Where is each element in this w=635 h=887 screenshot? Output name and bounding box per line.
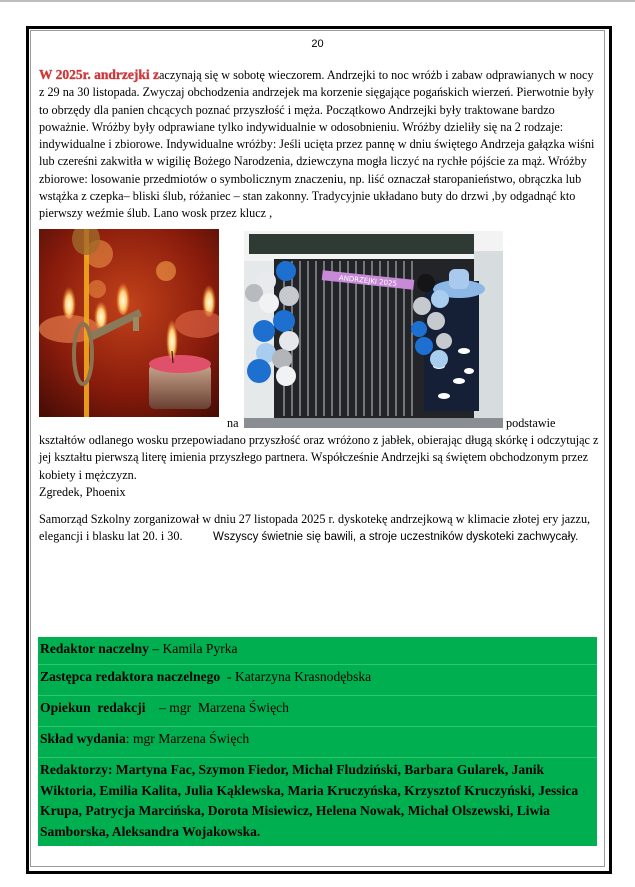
candles-key-photo xyxy=(39,229,219,417)
credit-row-layout xyxy=(38,727,597,758)
disco-paragraph xyxy=(39,511,599,547)
article-intro xyxy=(39,66,599,223)
inline-text-na: na xyxy=(227,416,239,430)
credit-label: Redaktor naczelny xyxy=(40,641,149,656)
credit-row-deputy-editor xyxy=(38,665,597,696)
article-paragraph-2: kształtów odlanego wosku przepowiadano przyszłość oraz wróżono z jabłek, obierając długą skórkę i odczytując z jej kształtu pierwszą literę imienia przyszłego partnera. Współcześnie Andrzejki są świętem obchodzonym przez kobiety i mężczyzn. xyxy=(39,433,599,482)
top-rule xyxy=(0,0,635,2)
inline-text-podstawie: podstawie xyxy=(506,416,556,430)
article-paragraph-1: aczynają się w sobotę wieczorem. Andrzejki to noc wróżb i zabaw odprawianych w nocy z 29 na 30 listopada. Zwyczaj obchodzenia andrzejek ma korzenie sięgające pogańskich wierzeń. Pierwotnie były to obrzędy dla panien chcących poznać przyszłość i męża. Początkowo Andrzejki były traktowane bardzo poważnie. Wróżby były odprawiane tylko indywidualnie w odosobnieniu. Wróżby dzieliły się na 2 rodzaje: indywidualne i zbiorowe. Indywidualne wróżby: Jeśli ucięta przez pannę w dniu świętego Andrzeja gałązka wiśni lub czereśni zakwitła w wigilię Bożego Narodzenia, dziewczyna mogła liczyć na rychłe pójście za mąż. Wróżby zbiorowe: losowanie przedmiotów o symbolicznym znaczeniu, np. liść oznaczał staropanieństwo, obrączka lub wstążka z czepka– bliski ślub, różaniec – stan zakonny. Tradycyjnie układano buty do drzwi ,by odgadnąć kto pierwszy weźmie ślub. Lano wosk przez klucz , xyxy=(39,68,595,221)
disco-text-serif: Samorząd Szkolny zorganizował w dniu 27 listopada 2025 r. dyskotekę andrzejkową w klimacie złotej ery jazzu, elegancji i blasku lat 20. i 30. xyxy=(39,512,591,544)
credit-row-editors: Redaktorzy: Martyna Fac, Szymon Fiedor, Michał Fludziński, Barbara Gularek, Janik Wiktoria, Emilia Kalita, Julia Kąklewska, Maria Kruczyńska, Krzysztof Kruczyński, Jessica Krupa, Patrycja Marcińska, Dorota Misiewicz, Helena Nowak, Michał Olszewski, Liwia Samborska, Aleksandra Wojakowska. xyxy=(40,762,579,839)
credit-row-supervisor xyxy=(38,696,597,727)
credit-value: : mgr Marzena Święch xyxy=(125,731,250,746)
image-row xyxy=(39,228,609,428)
andrzejki-party-photo xyxy=(244,231,503,428)
editorial-credits-box xyxy=(38,637,597,846)
credit-value: - Katarzyna Krasnodębska xyxy=(220,669,372,684)
disco-text-sans: Wszyscy świetnie się bawili, a stroje uczestników dyskoteki zachwycały. xyxy=(212,531,579,544)
credit-label: Opiekun redakcji xyxy=(40,700,146,715)
article-author: Zgredek, Phoenix xyxy=(39,484,126,499)
credit-value: – Kamila Pyrka xyxy=(148,641,238,656)
credit-label: Skład wydania xyxy=(40,731,126,746)
page-number: 20 xyxy=(311,38,324,50)
credit-row-editor-in-chief xyxy=(38,637,597,665)
credit-value: – mgr Marzena Święch xyxy=(145,700,289,715)
article-headline: W 2025r. andrzejki z xyxy=(39,67,159,82)
article-continuation xyxy=(39,432,599,501)
photo-banner-text: ANDRZEJKI 2025 xyxy=(338,273,398,289)
credit-label: Zastępca redaktora naczelnego xyxy=(40,669,221,684)
